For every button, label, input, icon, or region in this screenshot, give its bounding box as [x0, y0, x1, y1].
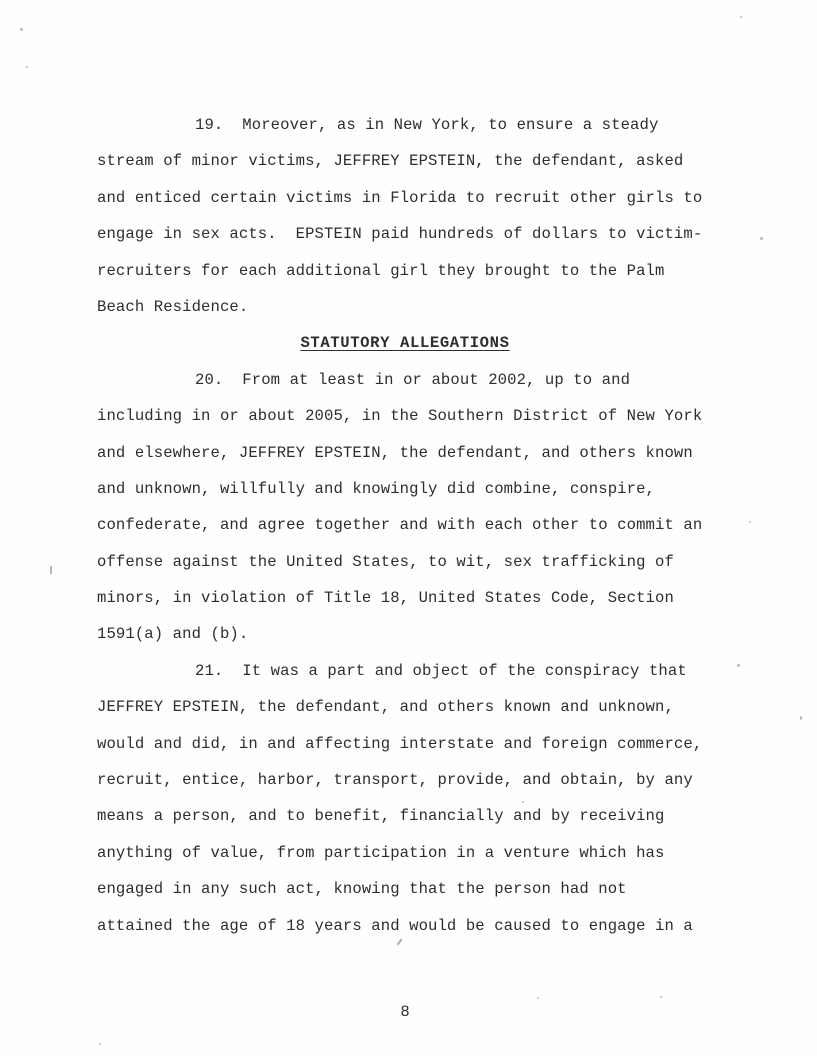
page-number: 8 — [400, 1003, 410, 1021]
scan-speck — [537, 997, 539, 999]
paragraph-19 — [97, 112, 713, 330]
text-line: JEFFREY EPSTEIN, the defendant, and others known and unknown, — [97, 698, 674, 717]
text-line: engaged in any such act, knowing that the person had not — [97, 880, 627, 899]
text-line: Beach Residence. — [97, 297, 249, 316]
scan-speck — [26, 66, 28, 68]
text-line: would and did, in and affecting interstate and foreign commerce, — [97, 734, 703, 753]
text-line: anything of value, from participation in a venture which has — [97, 843, 665, 862]
scan-speck — [737, 664, 740, 667]
text-line: recruiters for each additional girl they brought to the Palm — [97, 261, 665, 280]
document-body — [97, 112, 713, 949]
text-line: and unknown, willfully and knowingly did combine, conspire, — [97, 479, 656, 498]
text-line: 1591(a) and (b). — [97, 625, 249, 644]
text-line: 21. It was a part and object of the conspiracy that — [195, 661, 687, 680]
scan-speck — [20, 28, 23, 31]
scan-speck — [760, 237, 763, 240]
text-line: offense against the United States, to wit, sex trafficking of — [97, 552, 674, 571]
scan-speck — [660, 996, 662, 998]
text-line: 20. From at least in or about 2002, up to and — [195, 370, 631, 389]
scan-speck — [800, 716, 802, 720]
text-line: and elsewhere, JEFFREY EPSTEIN, the defendant, and others known — [97, 443, 693, 462]
scan-speck — [99, 1043, 101, 1045]
text-line: stream of minor victims, JEFFREY EPSTEIN, the defendant, asked — [97, 152, 684, 171]
text-line: confederate, and agree together and with each other to commit an — [97, 516, 703, 535]
paragraph-20 — [97, 367, 713, 658]
text-line: engage in sex acts. EPSTEIN paid hundreds of dollars to victim- — [97, 225, 703, 244]
section-heading — [97, 330, 713, 366]
text-line: including in or about 2005, in the Southern District of New York — [97, 407, 703, 426]
scan-speck — [522, 801, 524, 803]
text-line: attained the age of 18 years and would be caused to engage in a — [97, 916, 693, 935]
text-line: 19. Moreover, as in New York, to ensure a steady — [195, 116, 659, 134]
paragraph-21 — [97, 658, 713, 949]
section-heading-text: STATUTORY ALLEGATIONS — [300, 334, 510, 353]
scan-speck — [749, 521, 751, 523]
scan-speck — [740, 16, 742, 18]
text-line: recruit, entice, harbor, transport, provide, and obtain, by any — [97, 771, 693, 790]
text-line: minors, in violation of Title 18, United States Code, Section — [97, 589, 674, 608]
text-line: and enticed certain victims in Florida to recruit other girls to — [97, 188, 703, 207]
text-line: means a person, and to benefit, financially and by receiving — [97, 807, 665, 826]
scan-mark — [50, 566, 52, 574]
